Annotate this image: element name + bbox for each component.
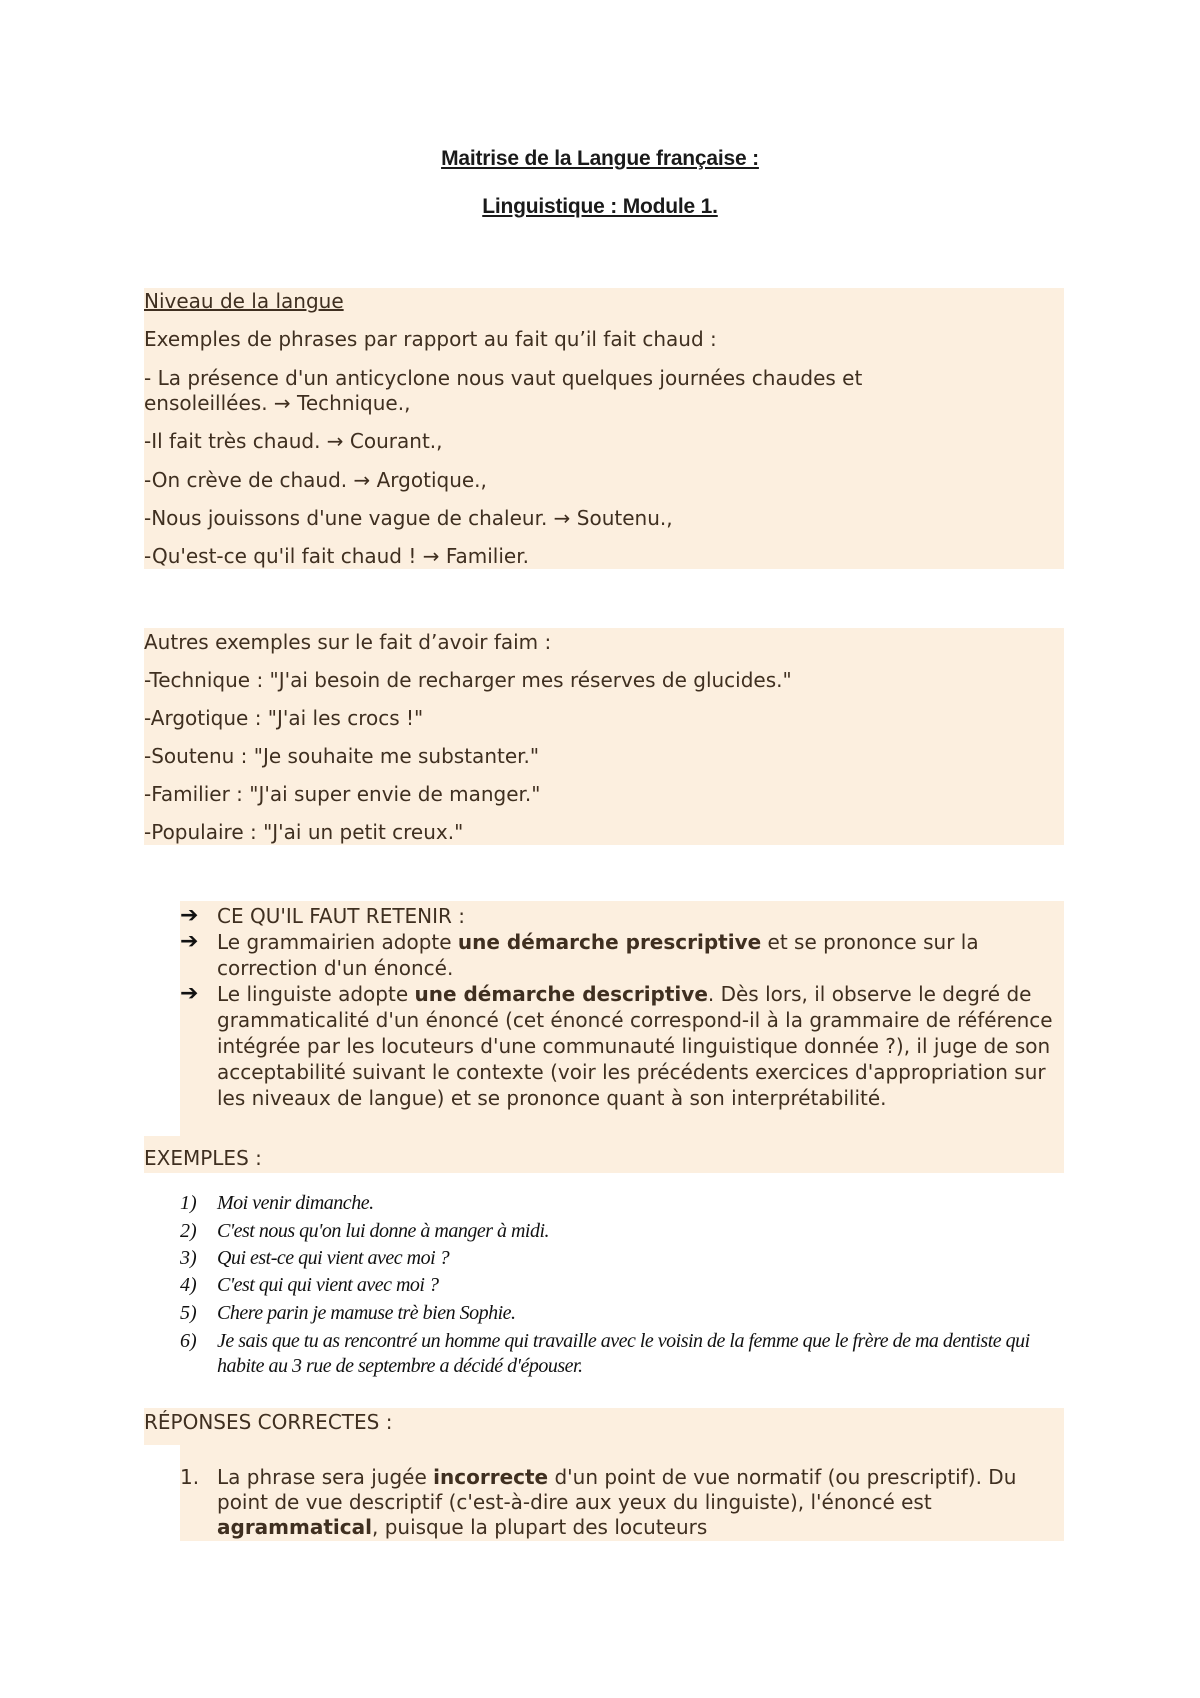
- section-avoir-faim: [144, 628, 1064, 845]
- document-subtitle: Linguistique : Module 1.: [482, 195, 718, 218]
- section-intro: Exemples de phrases par rapport au fait qu’il fait chaud :: [144, 327, 717, 351]
- arrow-icon: ➔: [180, 929, 199, 954]
- example-line: ensoleillées. → Technique.,: [144, 391, 411, 415]
- example-line: -On crève de chaud. → Argotique.,: [144, 468, 487, 492]
- examples-heading: EXEMPLES :: [144, 1146, 262, 1170]
- example-line: -Nous jouissons d'une vague de chaleur. → Soutenu.,: [144, 506, 673, 530]
- example-line: -Technique : "J'ai besoin de recharger mes réserves de glucides.": [144, 668, 792, 692]
- section-heading: Niveau de la langue: [144, 289, 344, 313]
- arrow-icon: ➔: [180, 903, 199, 928]
- example-line: - La présence d'un anticyclone nous vaut quelques journées chaudes et: [144, 366, 863, 390]
- example-line: -Populaire : "J'ai un petit creux.": [144, 820, 464, 844]
- example-line: -Il fait très chaud. → Courant.,: [144, 429, 443, 453]
- example-line: -Qu'est-ce qu'il fait chaud ! → Familier.: [144, 544, 529, 568]
- document-title: Maitrise de la Langue française :: [441, 147, 759, 170]
- example-line: -Argotique : "J'ai les crocs !": [144, 706, 424, 730]
- document-page: Maitrise de la Langue française : Linguistique : Module 1. Niveau de la langue Exemples de phrases par rapport au fait qu’il fait chaud : - La présence d'un anticyclone nous vaut quelques journées chaudes et ensoleillées. → Technique., -Il fait très chaud. → Courant., -On crève de chaud. → Argotique., -Nous jouissons d'une vague de chaleur. → Soutenu., -Qu'est-ce qu'il fait chaud ! → Familier. Autres exemples sur le fait d’avoir faim : -Technique : "J'ai besoin de recharger mes réserves de glucides." -Argotique : "J'ai les crocs !" -Soutenu : "Je souhaite me substanter." -Familier : "J'ai super envie de manger." -Populaire : "J'ai un petit creux." ➔ CE QU'IL FAUT RETENIR : ➔ Le grammairien adopte une démarche prescriptive et se prononce sur la correction d'un énoncé. ➔ Le linguiste adopte une démarche descriptive. Dès lors, il observe le degré de grammaticalité d'un énoncé (cet énoncé correspond-il à la grammaire de référence intégrée par les locuteurs d'une communauté linguistique donnée ?), il juge de son acceptabilité suivant le contexte (voir les précédents exercices d'appropriation sur les niveaux de langue) et se prononce quant à son interprétabilité. EXEMPLES : 1) Moi venir dimanche. 2) C'est nous qu'on lui donne à manger à midi. 3) Qui est-ce qui vient avec moi ? 4) C'est qui qui vient avec moi ? 5) Chere parin je mamuse trè bien Sophie. 6) Je sais que tu as rencontré un homme qui travaille avec le voisin de la femme que le frère de ma dentiste qui habite au 3 rue de septembre a décidé d'épouser. RÉPONSES CORRECTES : 1. La phrase sera jugée incorrecte d'un point de vue normatif (ou prescriptif). Du point de vue descriptif (c'est-à-dire aux yeux du linguiste), l'énoncé est agrammatical, puisque la plupart des locuteurs: [0, 0, 1200, 1698]
- arrow-icon: ➔: [180, 981, 199, 1006]
- answers-heading: RÉPONSES CORRECTES :: [144, 1410, 393, 1434]
- example-line: -Familier : "J'ai super envie de manger.": [144, 782, 541, 806]
- example-line: -Soutenu : "Je souhaite me substanter.": [144, 744, 540, 768]
- section-intro: Autres exemples sur le fait d’avoir faim :: [144, 630, 552, 654]
